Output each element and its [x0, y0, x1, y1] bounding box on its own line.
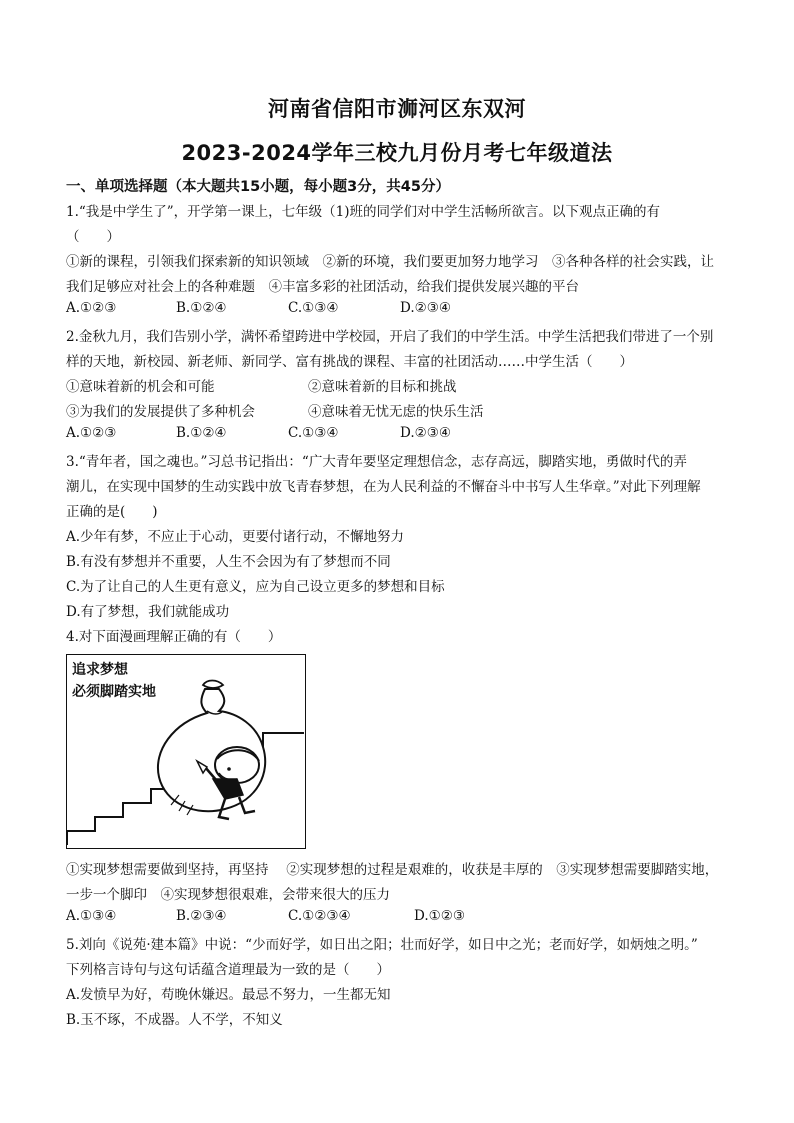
q2-statement-3: ③为我们的发展提供了多种机会: [66, 404, 255, 420]
q2-option-b[interactable]: B.①②④: [176, 425, 227, 441]
q2-statements-row1: [66, 375, 746, 395]
q3-option-b[interactable]: B.有没有梦想并不重要，人生不会因为有了梦想而不同: [66, 554, 391, 570]
q3-stem-line2: 潮儿，在实现中国梦的生动实践中放飞青春梦想，在为人民利益的不懈奋斗中书写人生华章。”对此下列理解: [66, 479, 701, 495]
q2-option-d[interactable]: D.②③④: [400, 425, 451, 441]
q5-option-a[interactable]: A.发愤早为好，苟晚休嫌迟。最忌不努力，一生都无知: [66, 987, 391, 1003]
q1-option-a[interactable]: A.①②③: [66, 300, 117, 316]
q4-option-a[interactable]: A.①③④: [66, 908, 117, 924]
q4-options: [66, 908, 746, 924]
q2-statement-1: ①意味着新的机会和可能: [66, 379, 215, 395]
q1-option-d[interactable]: D.②③④: [400, 300, 451, 316]
q4-stem: 4.对下面漫画理解正确的有（ ）: [66, 629, 282, 645]
q4-option-b[interactable]: B.②③④: [176, 908, 227, 924]
q3-option-c[interactable]: C.为了让自己的人生更有意义，应为自己设立更多的梦想和目标: [66, 579, 445, 595]
q1-option-c[interactable]: C.①③④: [288, 300, 339, 316]
q5-option-b[interactable]: B.玉不琢，不成器。人不学，不知义: [66, 1012, 283, 1028]
person-head-icon: [215, 747, 259, 783]
q2-statement-4: ④意味着无忧无虑的快乐生活: [308, 404, 484, 420]
q1-statements-line2: 我们足够应对社会上的各种难题 ④丰富多彩的社团活动，给我们提供发展兴趣的平台: [66, 279, 579, 295]
q2-statement-2: ②意味着新的目标和挑战: [308, 379, 457, 395]
cartoon-caption-line1: 追求梦想: [72, 662, 128, 678]
q4-option-d[interactable]: D.①②③: [414, 908, 465, 924]
q1-stem-line2: （ ）: [66, 229, 120, 245]
q3-stem-line3: 正确的是( ): [66, 504, 158, 520]
q4-statements-line2: 一步一个脚印 ④实现梦想很艰难，会带来很大的压力: [66, 887, 390, 903]
q5-stem-line1: 5.刘向《说苑·建本篇》中说：“少而好学，如日出之阳；壮而好学，如日中之光；老而好学，如炳烛之明。”: [66, 937, 698, 953]
cartoon-caption-line2: 必须脚踏实地: [72, 684, 156, 700]
q2-option-c[interactable]: C.①③④: [288, 425, 339, 441]
q1-stem-line1: 1.“我是中学生了”，开学第一课上，七年级（1)班的同学们对中学生活畅所欲言。以下观点正确的有: [66, 204, 661, 220]
section-heading: 一、单项选择题（本大题共15小题，每小题3分，共45分）: [66, 179, 450, 195]
cartoon-illustration: [66, 654, 306, 849]
exam-title-subject: 2023-2024学年三校九月份月考七年级道法: [181, 141, 613, 165]
q4-option-c[interactable]: C.①②③④: [288, 908, 351, 924]
exam-title-region: 河南省信阳市浉河区东双河: [268, 97, 526, 121]
q2-options: [66, 425, 746, 441]
q2-option-a[interactable]: A.①②③: [66, 425, 117, 441]
q2-statements-row2: [66, 400, 746, 420]
q5-stem-line2: 下列格言诗句与这句话蕴含道理最为一致的是（ ）: [66, 962, 390, 978]
q1-option-b[interactable]: B.①②④: [176, 300, 227, 316]
q1-options: [66, 300, 746, 316]
q2-stem-line1: 2.金秋九月，我们告别小学，满怀希望跨进中学校园，开启了我们的中学生活。中学生活把我们带进了一个别: [66, 329, 714, 345]
q3-option-d[interactable]: D.有了梦想，我们就能成功: [66, 604, 230, 620]
q1-statements-line1: ①新的课程，引领我们探索新的知识领域 ②新的环境，我们要更加努力地学习 ③各种各样的社会实践，让: [66, 254, 714, 270]
q3-stem-line1: 3.“青年者，国之魂也。”习总书记指出：“广大青年要坚定理想信念，志存高远，脚踏实地，勇做时代的弄: [66, 454, 687, 470]
q3-option-a[interactable]: A.少年有梦，不应止于心动，更要付诸行动，不懈地努力: [66, 529, 405, 545]
cartoon-drawing: [67, 655, 304, 847]
q4-statements-line1: ①实现梦想需要做到坚持，再坚持 ②实现梦想的过程是艰难的，收获是丰厚的 ③实现梦想需要脚踏实地，: [66, 862, 719, 878]
q2-stem-line2: 样的天地，新校园、新老师、新同学、富有挑战的课程、丰富的社团活动……中学生活（ ）: [66, 354, 633, 370]
